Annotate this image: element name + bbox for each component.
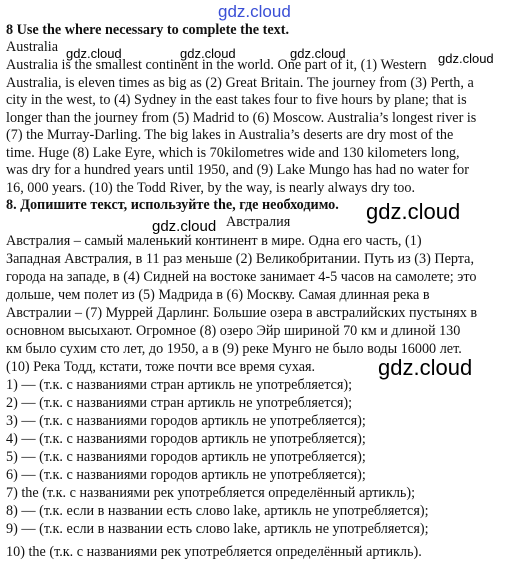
answer-item: 8) — (т.к. если в названии есть слово lake, артикль не употребляется); [6, 503, 429, 519]
english-line: Australia, is eleven times as big as (2) Great Britain. The journey from (3) Perth, a [6, 74, 474, 91]
answer-item: 7) the (т.к. с названиями рек употребляется определённый артикль); [6, 485, 416, 501]
watermark-top: gdz.cloud [218, 2, 291, 21]
answer-item: 9) — (т.к. если в названии есть слово lake, артикль не употребляется); [6, 521, 429, 537]
english-line: was dry for a hundred years until 1950, and (9) Lake Mungo has had no water for [6, 162, 469, 178]
watermark-large-1: gdz.cloud [366, 199, 461, 224]
russian-line: Австралия – самый маленький континент в мире. Одна его часть, (1) [6, 233, 422, 249]
russian-line: (10) Река Тодд, кстати, тоже почти все время сухая. [6, 359, 316, 375]
english-line: (7) the Murray-Darling. The big lakes in Australia’s deserts are dry most of the [6, 127, 454, 143]
watermark-small-3: gdz.cloud [290, 46, 346, 61]
answer-item: 3) — (т.к. с названиями городов артикль не употребляется); [6, 413, 366, 429]
watermark-small-4: gdz.cloud [438, 51, 494, 66]
watermark-medium-1: gdz.cloud [152, 218, 217, 235]
answer-item: 10) the (т.к. с названиями рек употребляется определённый артикль). [6, 544, 422, 560]
watermark-small-1: gdz.cloud [66, 46, 122, 61]
russian-line: Австралии – (7) Муррей Дарлинг. Большие озера в австралийских пустынях в [6, 305, 478, 321]
russian-line: города на западе, в (4) Сидней на востоке занимает 4-5 часов на самолете; это [6, 269, 477, 285]
russian-title: Австралия [226, 214, 291, 230]
watermark-large-2: gdz.cloud [378, 355, 473, 380]
russian-line: дольше, чем полет из (5) Мадрида в (6) Москву. Самая длинная река в [6, 287, 430, 303]
english-line: city in the west, to (4) Sydney in the east takes four to five hours by plane; that is [6, 92, 467, 108]
russian-line: Западная Австралия, в 11 раз меньше (2) Великобритании. Путь из (3) Перта, [6, 251, 475, 267]
answer-item: 4) — (т.к. с названиями городов артикль не употребляется); [6, 431, 366, 447]
russian-line: км было сухим сто лет, до 1950, а в (9) реке Мунго не было воды 16000 лет. [6, 341, 462, 357]
watermark-small-2: gdz.cloud [180, 46, 236, 61]
russian-heading: 8. Допишите текст, используйте the, где необходимо. [6, 197, 339, 213]
english-line: Australia is the smallest continent in the world. One part of it, (1) Western [6, 57, 427, 73]
english-title: Australia [6, 39, 59, 55]
english-heading: 8 Use the where necessary to complete the text. [6, 22, 290, 38]
english-line: 16, 000 years. (10) the Todd River, by the way, is nearly always dry too. [6, 179, 415, 196]
russian-line: основном высыхают. Огромное (8) озеро Эйр шириной 70 км и длиной 130 [6, 323, 461, 339]
english-line: longer than the journey from (5) Madrid to (6) Moscow. Australia’s longest river is [6, 109, 477, 126]
answer-item: 2) — (т.к. с названиями стран артикль не употребляется); [6, 395, 353, 411]
english-line: time. Huge (8) Lake Eyre, which is 70kilometres wide and 130 kilometers long, [6, 144, 460, 161]
answer-item: 1) — (т.к. с названиями стран артикль не употребляется); [6, 377, 353, 393]
answer-item: 6) — (т.к. с названиями городов артикль не употребляется); [6, 467, 366, 483]
answer-item: 5) — (т.к. с названиями городов артикль не употребляется); [6, 449, 366, 465]
